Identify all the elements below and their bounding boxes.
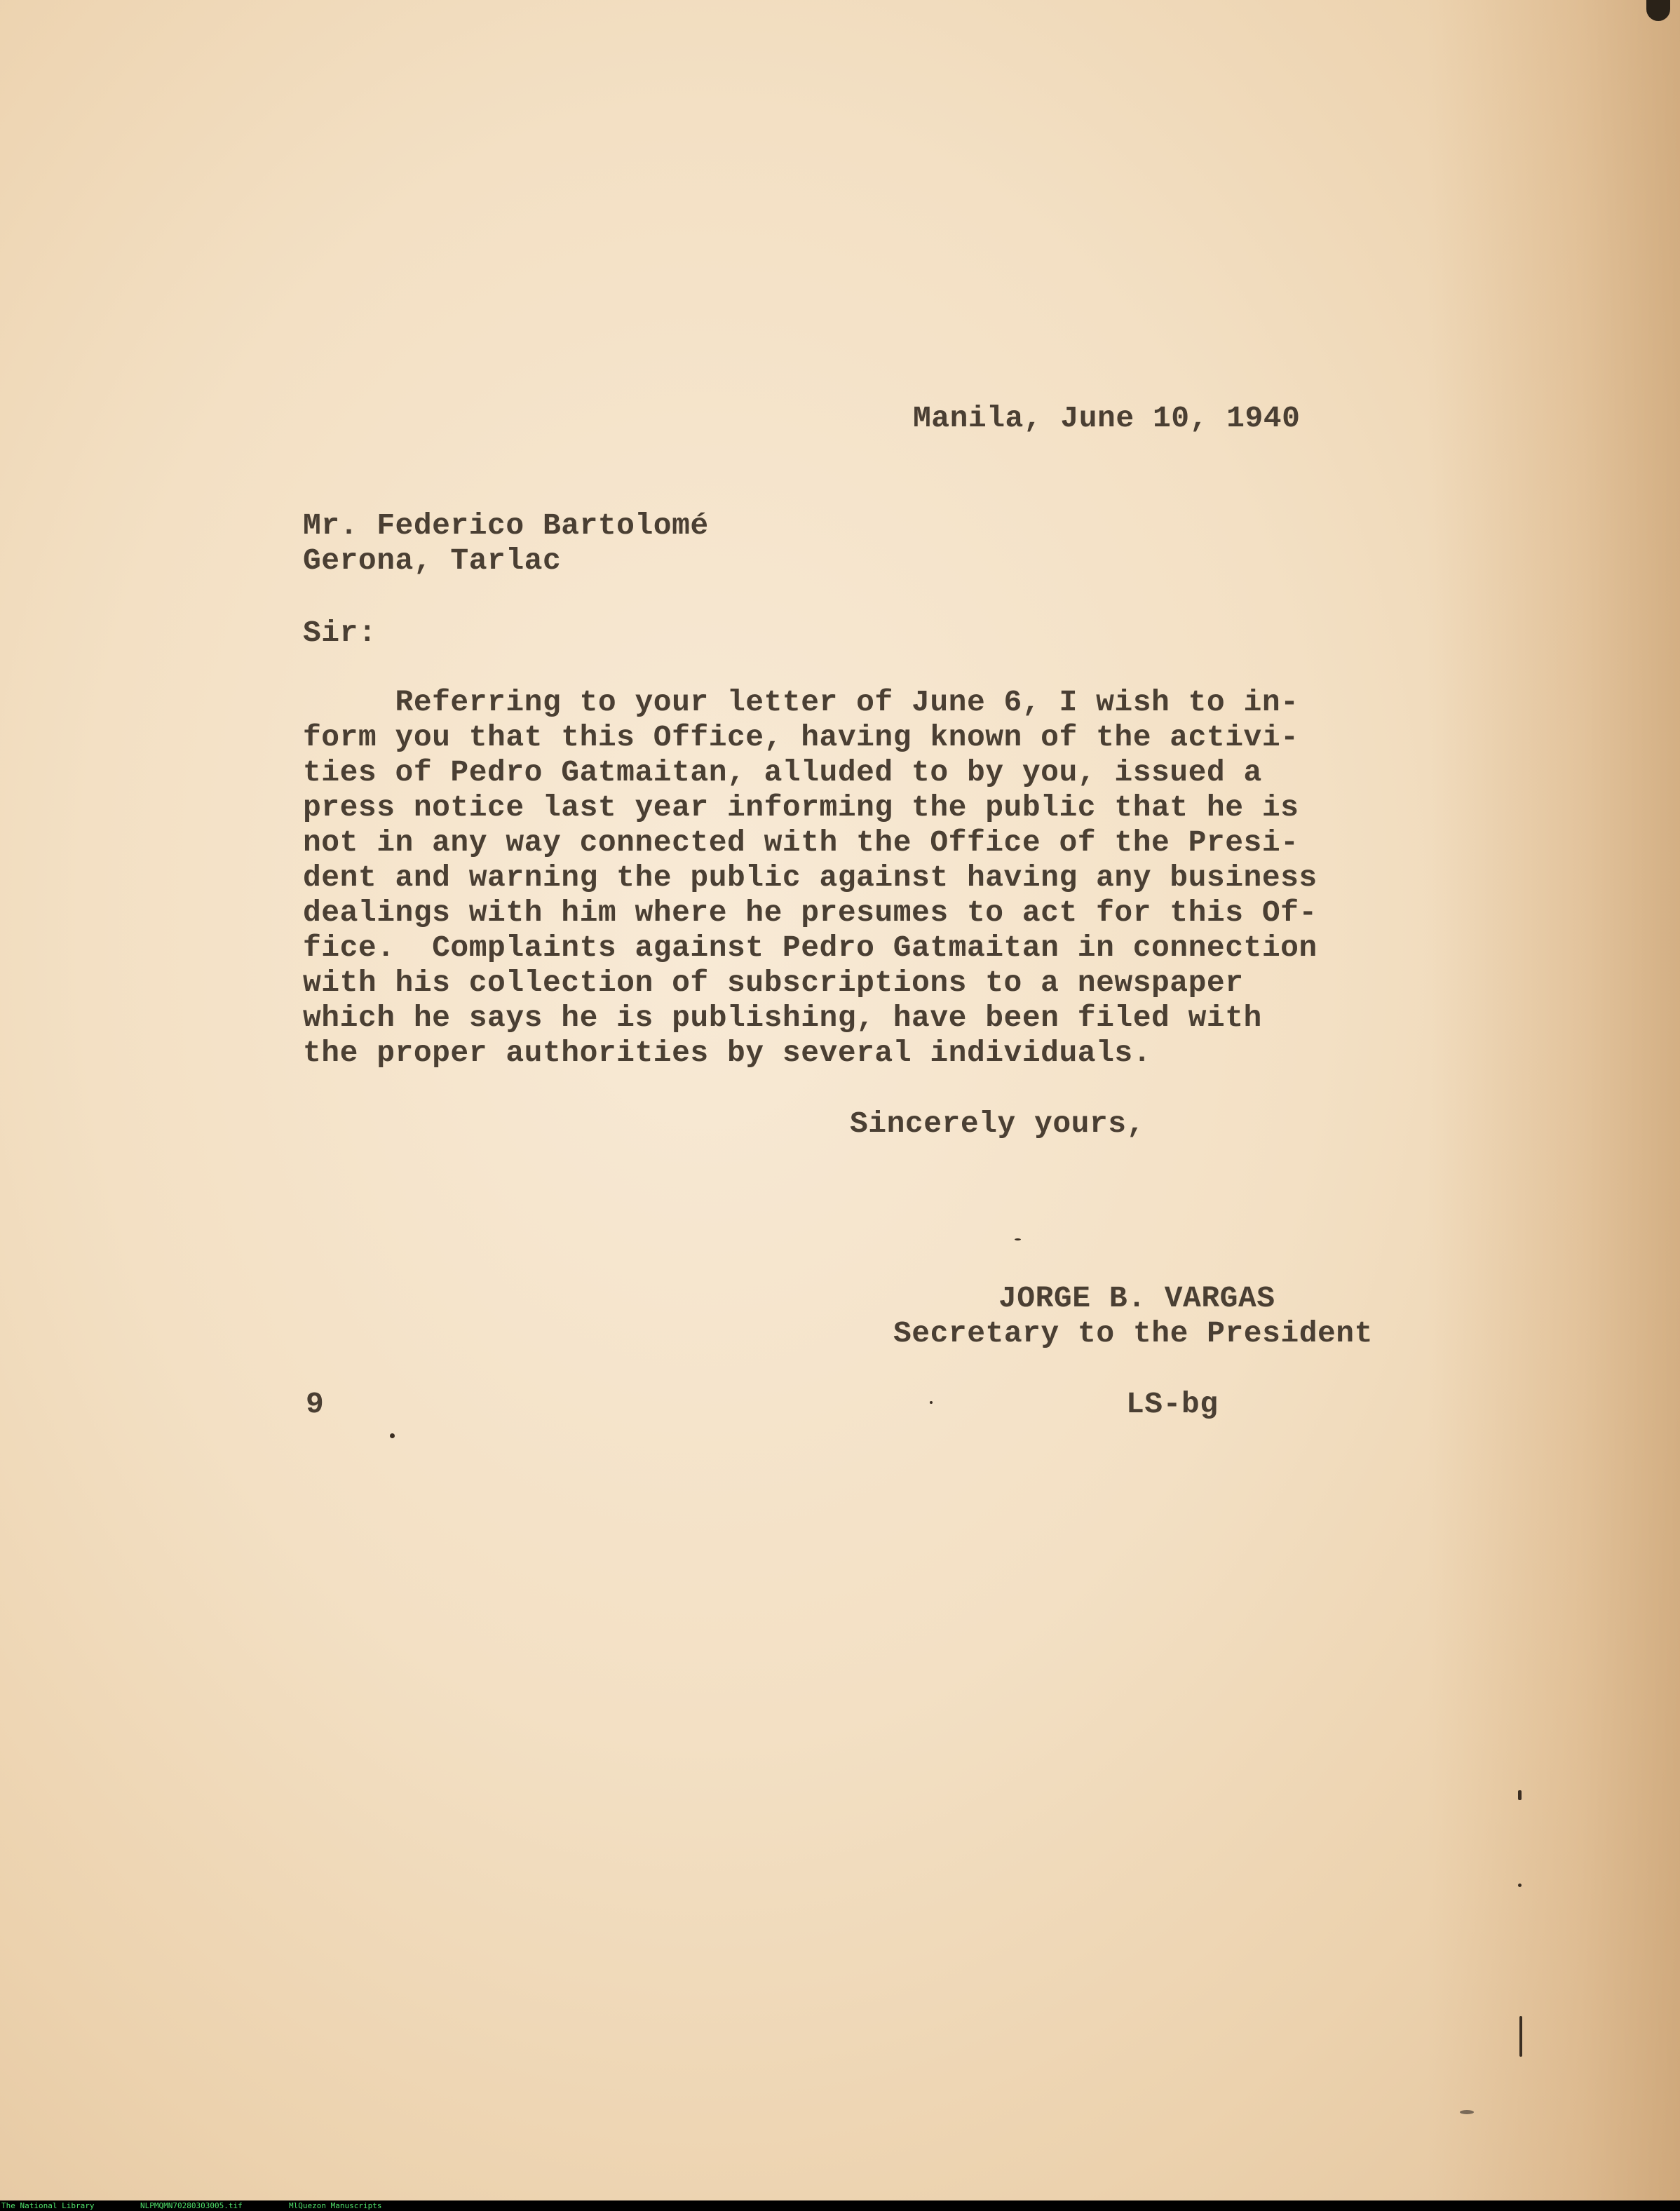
- body-line: the proper authorities by several individuals.: [303, 1036, 1151, 1070]
- ink-speck: [930, 1401, 933, 1404]
- body-line: press notice last year informing the public that he is: [303, 790, 1299, 825]
- ink-speck: [1518, 1790, 1522, 1800]
- ink-speck: [1015, 1238, 1021, 1240]
- footer-collection: MlQuezon Manuscripts: [289, 2201, 382, 2210]
- ink-speck: [1519, 2016, 1522, 2057]
- letter-date: Manila, June 10, 1940: [913, 401, 1301, 435]
- ink-speck: [390, 1433, 395, 1438]
- closing: Sincerely yours,: [850, 1107, 1145, 1141]
- body-line: form you that this Office, having known of the activi-: [303, 720, 1299, 755]
- signatory-name: JORGE B. VARGAS: [998, 1281, 1275, 1316]
- reference-initials: LS-bg: [1126, 1387, 1219, 1421]
- body-line: which he says he is publishing, have been filed with: [303, 1001, 1262, 1035]
- footer-archive-name: The National Library: [1, 2201, 95, 2210]
- body-line: ties of Pedro Gatmaitan, alluded to by you, issued a: [303, 755, 1262, 790]
- body-line: not in any way connected with the Office of the Presi-: [303, 825, 1299, 860]
- body-line: Referring to your letter of June 6, I wish to in-: [303, 685, 1299, 719]
- salutation: Sir:: [303, 616, 377, 650]
- signatory-title: Secretary to the President: [893, 1316, 1373, 1351]
- footer-file-id: NLPMQMN70280303005.tif: [140, 2201, 243, 2210]
- aged-edge-shading: [1428, 0, 1680, 2200]
- recipient-name: Mr. Federico Bartolomé: [303, 508, 709, 543]
- archive-footer-bar: [0, 2200, 1680, 2211]
- body-line: with his collection of subscriptions to a newspaper: [303, 966, 1244, 1000]
- recipient-place: Gerona, Tarlac: [303, 543, 562, 578]
- ink-speck: [1518, 1884, 1522, 1887]
- body-line: dent and warning the public against having any business: [303, 860, 1317, 895]
- page-number: 9: [306, 1387, 325, 1421]
- body-line: dealings with him where he presumes to act for this Of-: [303, 895, 1317, 930]
- body-line: fice. Complaints against Pedro Gatmaitan in connection: [303, 931, 1317, 965]
- ink-speck: [1460, 2110, 1474, 2114]
